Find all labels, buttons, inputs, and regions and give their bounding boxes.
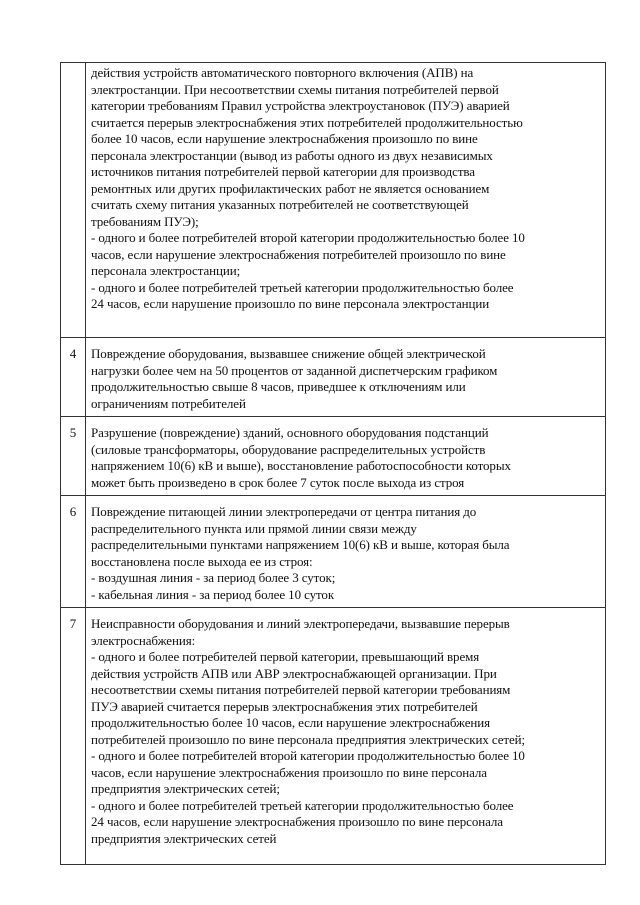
row-text-cell: [86, 338, 606, 417]
text-line: электростанции. При несоответствии схемы питания потребителей первой: [91, 81, 499, 97]
text-line: продолжительностью более 10 часов, если нарушение электроснабжения: [91, 715, 491, 730]
table-row-6: [61, 496, 606, 608]
row-number-cell: 5: [61, 417, 86, 496]
text-line: 24 часов, если нарушение электроснабжения произошло по вине персонала: [91, 814, 503, 829]
text-line: восстановлена после выхода ее из строя:: [91, 553, 313, 569]
row-number-cell: 6: [61, 496, 86, 608]
text-line: - воздушная линия - за период более 3 суток;: [91, 570, 336, 585]
row-text-cell: [86, 608, 606, 865]
text-line: действия устройств автоматического повторного включения (АПВ) на: [91, 65, 474, 80]
text-line: ограничениям потребителей: [91, 395, 246, 411]
table-row-7: [61, 608, 606, 865]
text-line: Повреждение питающей линии электропередачи от центра питания до: [91, 504, 477, 519]
text-line: предприятия электрических сетей;: [91, 781, 280, 796]
text-line: Разрушение (повреждение) зданий, основного оборудования подстанций: [91, 425, 489, 440]
row-number-cell: 4: [61, 338, 86, 417]
text-line: источников питания потребителей первой категории для производства: [91, 164, 475, 179]
text-line: (силовые трансформаторы, оборудование распределительных устройств: [91, 441, 486, 457]
text-line: считается перерыв электроснабжения этих потребителей продолжительностью: [91, 114, 523, 130]
row-number-cell: [61, 63, 86, 338]
text-line: предприятия электрических сетей: [91, 830, 277, 846]
text-line: напряжением 10(6) кВ и выше), восстановление работоспособности которых: [91, 458, 511, 473]
incident-criteria-table: [60, 62, 606, 865]
text-line: персонала электростанции (вывод из работы одного из двух независимых: [91, 147, 493, 163]
text-line: - одного и более потребителей третьей категории продолжительностью более: [91, 279, 514, 295]
table-row-continued: [61, 63, 606, 338]
row-text-cell: [86, 63, 606, 338]
table-row-5: [61, 417, 606, 496]
text-line: - одного и более потребителей второй категории продолжительностью более 10: [91, 230, 525, 245]
row-text-cell: [86, 496, 606, 608]
text-line: Неисправности оборудования и линий электропередачи, вызвавшие перерыв: [91, 616, 510, 631]
text-line: может быть произведено в срок более 7 суток после выхода из строя: [91, 474, 465, 490]
text-line: потребителей произошло по вине персонала предприятия электрических сетей;: [91, 731, 526, 747]
text-line: - одного и более потребителей второй категории продолжительностью более 10: [91, 748, 525, 763]
text-line: действия устройств АПВ или АВР электроснабжающей организации. При: [91, 665, 497, 681]
text-line: ремонтных или других профилактических работ не является основанием: [91, 180, 490, 196]
row-number-cell: 7: [61, 608, 86, 865]
text-line: - одного и более потребителей третьей категории продолжительностью более: [91, 797, 514, 813]
text-line: категории требованиям Правил устройства электроустановок (ПУЭ) аварией: [91, 98, 510, 113]
text-line: часов, если нарушение электроснабжения потребителей произошло по вине: [91, 246, 506, 262]
text-line: электроснабжения:: [91, 632, 196, 648]
text-line: Повреждение оборудования, вызвавшее снижение общей электрической: [91, 346, 486, 361]
row-text-cell: [86, 417, 606, 496]
text-line: распределительного пункта или прямой линии связи между: [91, 520, 417, 536]
text-line: распределительными пунктами напряжением 10(6) кВ и выше, которая была: [91, 537, 510, 552]
text-line: - кабельная линия - за период более 10 суток: [91, 586, 335, 602]
text-line: персонала электростанции;: [91, 263, 241, 278]
text-line: часов, если нарушение электроснабжения произошло по вине персонала: [91, 764, 487, 780]
text-line: - одного и более потребителей первой категории, превышающий время: [91, 649, 480, 664]
text-line: требованиям ПУЭ);: [91, 213, 199, 229]
text-line: продолжительностью свыше 8 часов, приведшее к отключениям или: [91, 379, 466, 394]
text-line: ПУЭ аварией считается перерыв электроснабжения этих потребителей: [91, 698, 478, 714]
text-line: нагрузки более чем на 50 процентов от заданной диспетчерским графиком: [91, 362, 498, 378]
text-line: 24 часов, если нарушение произошло по вине персонала электростанции: [91, 296, 490, 311]
text-line: более 10 часов, если нарушение электроснабжения произошло по вине: [91, 131, 478, 146]
text-line: несоответствии схемы питания потребителей первой категории требованиям: [91, 682, 511, 697]
text-line: считать схему питания указанных потребителей не соответствующей: [91, 197, 469, 212]
table-row-4: [61, 338, 606, 417]
